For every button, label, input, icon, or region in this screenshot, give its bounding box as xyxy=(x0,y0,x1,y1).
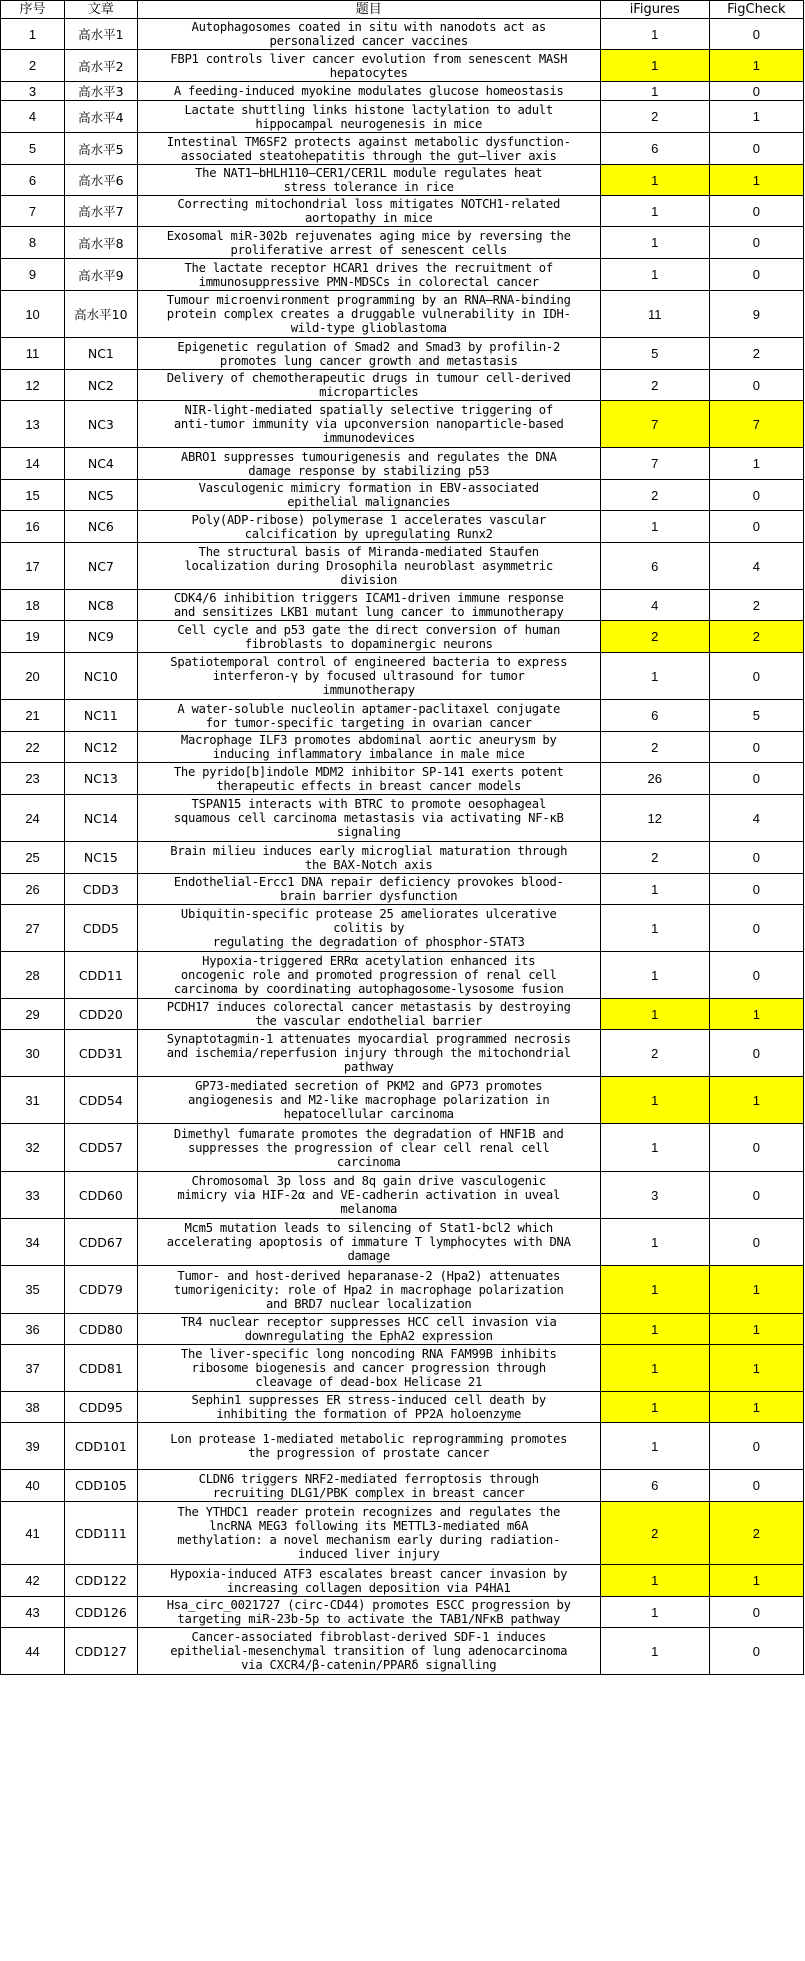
row-ifigures: 1 xyxy=(600,874,709,905)
row-figcheck: 0 xyxy=(709,227,803,259)
row-figcheck: 0 xyxy=(709,653,803,700)
row-figcheck: 0 xyxy=(709,133,803,165)
row-article: NC14 xyxy=(65,795,138,842)
table-row xyxy=(1,401,804,448)
row-figcheck: 0 xyxy=(709,842,803,874)
row-article: 高水平2 xyxy=(65,50,138,82)
row-title: ABRO1 suppresses tumourigenesis and regulates the DNA damage response by stabilizing p53 xyxy=(137,448,600,480)
row-article: CDD54 xyxy=(65,1077,138,1124)
table-row xyxy=(1,842,804,874)
row-figcheck: 9 xyxy=(709,291,803,338)
row-title: Chromosomal 3p loss and 8q gain drive vasculogenic mimicry via HIF-2α and VE-cadherin activation in uveal melanoma xyxy=(137,1172,600,1219)
row-index: 43 xyxy=(1,1597,65,1628)
table-row xyxy=(1,999,804,1030)
row-index: 21 xyxy=(1,700,65,732)
row-article: 高水平5 xyxy=(65,133,138,165)
row-article: CDD57 xyxy=(65,1124,138,1172)
row-index: 8 xyxy=(1,227,65,259)
row-article: CDD20 xyxy=(65,999,138,1030)
row-title: Intestinal TM6SF2 protects against metabolic dysfunction- associated steatohepatitis through the gut–liver axis xyxy=(137,133,600,165)
row-figcheck: 1 xyxy=(709,1077,803,1124)
row-article: CDD79 xyxy=(65,1266,138,1314)
row-index: 29 xyxy=(1,999,65,1030)
row-article: CDD126 xyxy=(65,1597,138,1628)
row-figcheck: 0 xyxy=(709,259,803,291)
table-row xyxy=(1,19,804,50)
table-row xyxy=(1,1502,804,1565)
row-title: Mcm5 mutation leads to silencing of Stat1-bcl2 which accelerating apoptosis of immature T lymphocytes with DNA damage xyxy=(137,1219,600,1266)
row-index: 30 xyxy=(1,1030,65,1077)
row-figcheck: 4 xyxy=(709,795,803,842)
row-article: NC5 xyxy=(65,480,138,511)
row-figcheck: 5 xyxy=(709,700,803,732)
row-ifigures: 1 xyxy=(600,1423,709,1470)
table-row xyxy=(1,1470,804,1502)
row-figcheck: 0 xyxy=(709,905,803,952)
row-title: Vasculogenic mimicry formation in EBV-associated epithelial malignancies xyxy=(137,480,600,511)
row-ifigures: 1 xyxy=(600,1345,709,1392)
row-title: Tumour microenvironment programming by an RNA–RNA-binding protein complex creates a druggable vulnerability in IDH- wild-type glioblastoma xyxy=(137,291,600,338)
row-figcheck: 1 xyxy=(709,50,803,82)
row-article: NC9 xyxy=(65,621,138,653)
row-ifigures: 1 xyxy=(600,19,709,50)
row-figcheck: 0 xyxy=(709,1030,803,1077)
row-ifigures: 1 xyxy=(600,259,709,291)
row-article: CDD80 xyxy=(65,1314,138,1345)
row-article: NC1 xyxy=(65,338,138,370)
row-figcheck: 7 xyxy=(709,401,803,448)
row-article: NC8 xyxy=(65,590,138,621)
row-ifigures: 12 xyxy=(600,795,709,842)
table-row xyxy=(1,1423,804,1470)
row-index: 35 xyxy=(1,1266,65,1314)
row-figcheck: 0 xyxy=(709,952,803,999)
table-row xyxy=(1,1172,804,1219)
row-figcheck: 0 xyxy=(709,196,803,227)
row-figcheck: 1 xyxy=(709,1345,803,1392)
row-figcheck: 0 xyxy=(709,1124,803,1172)
row-article: 高水平6 xyxy=(65,165,138,196)
row-index: 19 xyxy=(1,621,65,653)
row-index: 31 xyxy=(1,1077,65,1124)
row-title: Poly(ADP-ribose) polymerase 1 accelerates vascular calcification by upregulating Runx2 xyxy=(137,511,600,543)
row-article: NC4 xyxy=(65,448,138,480)
row-title: The pyrido[b]indole MDM2 inhibitor SP-141 exerts potent therapeutic effects in breast cancer models xyxy=(137,763,600,795)
row-ifigures: 2 xyxy=(600,101,709,133)
header-figcheck: FigCheck xyxy=(709,1,803,19)
row-title: The liver-specific long noncoding RNA FAM99B inhibits ribosome biogenesis and cancer progression through cleavage of dead-box Helicase 21 xyxy=(137,1345,600,1392)
row-article: CDD101 xyxy=(65,1423,138,1470)
row-title: Synaptotagmin-1 attenuates myocardial programmed necrosis and ischemia/reperfusion injury through the mitochondrial pathway xyxy=(137,1030,600,1077)
row-figcheck: 0 xyxy=(709,370,803,401)
row-ifigures: 1 xyxy=(600,1219,709,1266)
table-row xyxy=(1,448,804,480)
table-row xyxy=(1,291,804,338)
row-ifigures: 26 xyxy=(600,763,709,795)
row-index: 44 xyxy=(1,1628,65,1675)
row-article: 高水平8 xyxy=(65,227,138,259)
row-title: Ubiquitin-specific protease 25 ameliorates ulcerative colitis by regulating the degradation of phosphor-STAT3 xyxy=(137,905,600,952)
row-figcheck: 0 xyxy=(709,19,803,50)
table-row xyxy=(1,101,804,133)
row-article: NC12 xyxy=(65,732,138,763)
row-article: NC10 xyxy=(65,653,138,700)
row-ifigures: 1 xyxy=(600,1565,709,1597)
row-index: 28 xyxy=(1,952,65,999)
row-ifigures: 2 xyxy=(600,1030,709,1077)
row-figcheck: 1 xyxy=(709,101,803,133)
row-ifigures: 1 xyxy=(600,905,709,952)
row-index: 16 xyxy=(1,511,65,543)
row-ifigures: 1 xyxy=(600,1077,709,1124)
row-ifigures: 5 xyxy=(600,338,709,370)
row-title: Autophagosomes coated in situ with nanodots act as personalized cancer vaccines xyxy=(137,19,600,50)
row-title: Dimethyl fumarate promotes the degradation of HNF1B and suppresses the progression of clear cell renal cell carcinoma xyxy=(137,1124,600,1172)
row-index: 37 xyxy=(1,1345,65,1392)
row-index: 11 xyxy=(1,338,65,370)
row-index: 1 xyxy=(1,19,65,50)
table-body xyxy=(1,19,804,1675)
row-title: Endothelial-Ercc1 DNA repair deficiency provokes blood- brain barrier dysfunction xyxy=(137,874,600,905)
row-index: 25 xyxy=(1,842,65,874)
row-article: 高水平4 xyxy=(65,101,138,133)
table-row xyxy=(1,732,804,763)
row-title: CLDN6 triggers NRF2-mediated ferroptosis through recruiting DLG1/PBK complex in breast cancer xyxy=(137,1470,600,1502)
row-article: NC6 xyxy=(65,511,138,543)
row-figcheck: 1 xyxy=(709,1266,803,1314)
row-index: 5 xyxy=(1,133,65,165)
row-article: 高水平1 xyxy=(65,19,138,50)
row-title: Tumor- and host-derived heparanase-2 (Hpa2) attenuates tumorigenicity: role of Hpa2 in macrophage polarization and BRD7 nuclear localization xyxy=(137,1266,600,1314)
row-index: 6 xyxy=(1,165,65,196)
table-row xyxy=(1,952,804,999)
row-index: 17 xyxy=(1,543,65,590)
row-figcheck: 2 xyxy=(709,338,803,370)
row-figcheck: 0 xyxy=(709,763,803,795)
table-row xyxy=(1,480,804,511)
row-ifigures: 1 xyxy=(600,196,709,227)
row-ifigures: 1 xyxy=(600,1597,709,1628)
row-figcheck: 0 xyxy=(709,1172,803,1219)
row-title: TSPAN15 interacts with BTRC to promote oesophageal squamous cell carcinoma metastasis via activating NF-κB signaling xyxy=(137,795,600,842)
row-index: 14 xyxy=(1,448,65,480)
row-article: CDD5 xyxy=(65,905,138,952)
row-ifigures: 2 xyxy=(600,732,709,763)
table-row xyxy=(1,196,804,227)
row-index: 3 xyxy=(1,82,65,101)
row-index: 32 xyxy=(1,1124,65,1172)
header-title: 题目 xyxy=(137,1,600,19)
row-figcheck: 0 xyxy=(709,732,803,763)
row-index: 23 xyxy=(1,763,65,795)
row-title: FBP1 controls liver cancer evolution from senescent MASH hepatocytes xyxy=(137,50,600,82)
row-title: Cancer-associated fibroblast-derived SDF-1 induces epithelial-mesenchymal transition of lung adenocarcinoma via CXCR4/β-catenin/PPARδ signalling xyxy=(137,1628,600,1675)
row-article: CDD95 xyxy=(65,1392,138,1423)
row-ifigures: 1 xyxy=(600,511,709,543)
row-index: 26 xyxy=(1,874,65,905)
table-row xyxy=(1,370,804,401)
row-title: CDK4/6 inhibition triggers ICAM1-driven immune response and sensitizes LKB1 mutant lung cancer to immunotherapy xyxy=(137,590,600,621)
row-figcheck: 1 xyxy=(709,165,803,196)
row-figcheck: 1 xyxy=(709,1392,803,1423)
row-figcheck: 0 xyxy=(709,511,803,543)
row-article: NC7 xyxy=(65,543,138,590)
row-title: The YTHDC1 reader protein recognizes and regulates the lncRNA MEG3 following its METTL3-mediated m6A methylation: a novel mechanism early during radiation- induced liver injury xyxy=(137,1502,600,1565)
row-title: TR4 nuclear receptor suppresses HCC cell invasion via downregulating the EphA2 expression xyxy=(137,1314,600,1345)
table-row xyxy=(1,50,804,82)
table-row xyxy=(1,905,804,952)
row-article: 高水平7 xyxy=(65,196,138,227)
row-ifigures: 6 xyxy=(600,543,709,590)
table-row xyxy=(1,621,804,653)
table-row xyxy=(1,1266,804,1314)
row-title: Delivery of chemotherapeutic drugs in tumour cell-derived microparticles xyxy=(137,370,600,401)
row-article: CDD3 xyxy=(65,874,138,905)
row-title: Sephin1 suppresses ER stress-induced cell death by inhibiting the formation of PP2A holoenzyme xyxy=(137,1392,600,1423)
row-index: 9 xyxy=(1,259,65,291)
table-row xyxy=(1,763,804,795)
row-ifigures: 3 xyxy=(600,1172,709,1219)
row-index: 2 xyxy=(1,50,65,82)
row-figcheck: 0 xyxy=(709,1470,803,1502)
row-index: 22 xyxy=(1,732,65,763)
row-ifigures: 7 xyxy=(600,401,709,448)
table-row xyxy=(1,1219,804,1266)
row-index: 12 xyxy=(1,370,65,401)
row-ifigures: 7 xyxy=(600,448,709,480)
row-ifigures: 1 xyxy=(600,999,709,1030)
row-title: The lactate receptor HCAR1 drives the recruitment of immunosuppressive PMN-MDSCs in colorectal cancer xyxy=(137,259,600,291)
row-ifigures: 2 xyxy=(600,621,709,653)
table-row xyxy=(1,1628,804,1675)
table-row xyxy=(1,1345,804,1392)
row-index: 27 xyxy=(1,905,65,952)
row-article: CDD127 xyxy=(65,1628,138,1675)
row-index: 24 xyxy=(1,795,65,842)
row-article: CDD11 xyxy=(65,952,138,999)
row-index: 4 xyxy=(1,101,65,133)
row-figcheck: 1 xyxy=(709,1565,803,1597)
row-ifigures: 4 xyxy=(600,590,709,621)
row-article: CDD60 xyxy=(65,1172,138,1219)
table-row xyxy=(1,133,804,165)
row-ifigures: 2 xyxy=(600,370,709,401)
row-ifigures: 1 xyxy=(600,1266,709,1314)
table-row xyxy=(1,259,804,291)
header-ifigures: iFigures xyxy=(600,1,709,19)
row-figcheck: 4 xyxy=(709,543,803,590)
row-index: 10 xyxy=(1,291,65,338)
table-row xyxy=(1,590,804,621)
row-article: CDD81 xyxy=(65,1345,138,1392)
table-row xyxy=(1,795,804,842)
row-title: Exosomal miR-302b rejuvenates aging mice by reversing the proliferative arrest of senescent cells xyxy=(137,227,600,259)
row-title: Correcting mitochondrial loss mitigates NOTCH1-related aortopathy in mice xyxy=(137,196,600,227)
table-row xyxy=(1,874,804,905)
row-ifigures: 2 xyxy=(600,842,709,874)
table-row xyxy=(1,1077,804,1124)
row-ifigures: 1 xyxy=(600,1124,709,1172)
row-article: CDD105 xyxy=(65,1470,138,1502)
row-ifigures: 1 xyxy=(600,227,709,259)
row-ifigures: 1 xyxy=(600,952,709,999)
table-row xyxy=(1,511,804,543)
row-figcheck: 1 xyxy=(709,1314,803,1345)
row-ifigures: 1 xyxy=(600,653,709,700)
header-article: 文章 xyxy=(65,1,138,19)
row-ifigures: 1 xyxy=(600,1392,709,1423)
table-row xyxy=(1,82,804,101)
row-article: NC11 xyxy=(65,700,138,732)
row-index: 39 xyxy=(1,1423,65,1470)
row-article: 高水平3 xyxy=(65,82,138,101)
row-ifigures: 2 xyxy=(600,480,709,511)
row-title: A water-soluble nucleolin aptamer-paclitaxel conjugate for tumor-specific targeting in ovarian cancer xyxy=(137,700,600,732)
table-row xyxy=(1,338,804,370)
row-figcheck: 2 xyxy=(709,621,803,653)
row-figcheck: 2 xyxy=(709,590,803,621)
table-row xyxy=(1,653,804,700)
row-title: Macrophage ILF3 promotes abdominal aortic aneurysm by inducing inflammatory imbalance in male mice xyxy=(137,732,600,763)
table-row xyxy=(1,543,804,590)
table-row xyxy=(1,165,804,196)
row-figcheck: 0 xyxy=(709,480,803,511)
row-title: Epigenetic regulation of Smad2 and Smad3 by profilin-2 promotes lung cancer growth and metastasis xyxy=(137,338,600,370)
row-title: Brain milieu induces early microglial maturation through the BAX-Notch axis xyxy=(137,842,600,874)
row-article: NC15 xyxy=(65,842,138,874)
row-article: NC3 xyxy=(65,401,138,448)
row-ifigures: 1 xyxy=(600,1628,709,1675)
row-title: The NAT1–bHLH110–CER1/CER1L module regulates heat stress tolerance in rice xyxy=(137,165,600,196)
row-figcheck: 0 xyxy=(709,82,803,101)
table-row xyxy=(1,700,804,732)
row-article: CDD31 xyxy=(65,1030,138,1077)
row-article: CDD67 xyxy=(65,1219,138,1266)
row-title: The structural basis of Miranda-mediated Staufen localization during Drosophila neuroblast asymmetric division xyxy=(137,543,600,590)
row-index: 34 xyxy=(1,1219,65,1266)
table-row xyxy=(1,1030,804,1077)
row-article: 高水平9 xyxy=(65,259,138,291)
row-index: 36 xyxy=(1,1314,65,1345)
row-ifigures: 6 xyxy=(600,700,709,732)
row-article: NC2 xyxy=(65,370,138,401)
table-row xyxy=(1,227,804,259)
row-ifigures: 1 xyxy=(600,82,709,101)
table-row xyxy=(1,1314,804,1345)
row-figcheck: 2 xyxy=(709,1502,803,1565)
row-article: CDD111 xyxy=(65,1502,138,1565)
row-index: 18 xyxy=(1,590,65,621)
table-row xyxy=(1,1597,804,1628)
row-figcheck: 1 xyxy=(709,448,803,480)
row-title: Hypoxia-triggered ERRα acetylation enhanced its oncogenic role and promoted progression of renal cell carcinoma by coordinating autophagosome-lysosome fusion xyxy=(137,952,600,999)
row-index: 40 xyxy=(1,1470,65,1502)
row-figcheck: 0 xyxy=(709,1423,803,1470)
row-ifigures: 11 xyxy=(600,291,709,338)
row-article: NC13 xyxy=(65,763,138,795)
row-figcheck: 0 xyxy=(709,1628,803,1675)
row-title: Spatiotemporal control of engineered bacteria to express interferon-γ by focused ultrasound for tumor immunotherapy xyxy=(137,653,600,700)
row-index: 42 xyxy=(1,1565,65,1597)
row-index: 7 xyxy=(1,196,65,227)
row-ifigures: 1 xyxy=(600,165,709,196)
row-ifigures: 6 xyxy=(600,1470,709,1502)
row-ifigures: 6 xyxy=(600,133,709,165)
row-title: NIR-light-mediated spatially selective triggering of anti-tumor immunity via upconversion nanoparticle-based immunodevices xyxy=(137,401,600,448)
row-index: 33 xyxy=(1,1172,65,1219)
row-index: 20 xyxy=(1,653,65,700)
header-index: 序号 xyxy=(1,1,65,19)
table-row xyxy=(1,1124,804,1172)
row-index: 15 xyxy=(1,480,65,511)
row-index: 13 xyxy=(1,401,65,448)
table-row xyxy=(1,1392,804,1423)
row-title: PCDH17 induces colorectal cancer metastasis by destroying the vascular endothelial barrier xyxy=(137,999,600,1030)
row-ifigures: 1 xyxy=(600,1314,709,1345)
row-title: Cell cycle and p53 gate the direct conversion of human fibroblasts to dopaminergic neurons xyxy=(137,621,600,653)
row-title: Hypoxia-induced ATF3 escalates breast cancer invasion by increasing collagen deposition via P4HA1 xyxy=(137,1565,600,1597)
row-title: Hsa_circ_0021727 (circ-CD44) promotes ESCC progression by targeting miR-23b-5p to activate the TAB1/NFκB pathway xyxy=(137,1597,600,1628)
row-figcheck: 0 xyxy=(709,1219,803,1266)
row-ifigures: 2 xyxy=(600,1502,709,1565)
row-ifigures: 1 xyxy=(600,50,709,82)
row-title: GP73-mediated secretion of PKM2 and GP73 promotes angiogenesis and M2-like macrophage polarization in hepatocellular carcinoma xyxy=(137,1077,600,1124)
row-title: Lactate shuttling links histone lactylation to adult hippocampal neurogenesis in mice xyxy=(137,101,600,133)
row-index: 41 xyxy=(1,1502,65,1565)
row-title: Lon protease 1-mediated metabolic reprogramming promotes the progression of prostate cancer xyxy=(137,1423,600,1470)
row-title: A feeding-induced myokine modulates glucose homeostasis xyxy=(137,82,600,101)
row-article: 高水平10 xyxy=(65,291,138,338)
row-figcheck: 1 xyxy=(709,999,803,1030)
row-article: CDD122 xyxy=(65,1565,138,1597)
row-index: 38 xyxy=(1,1392,65,1423)
header-row xyxy=(1,1,804,19)
row-figcheck: 0 xyxy=(709,874,803,905)
row-figcheck: 0 xyxy=(709,1597,803,1628)
table-row xyxy=(1,1565,804,1597)
